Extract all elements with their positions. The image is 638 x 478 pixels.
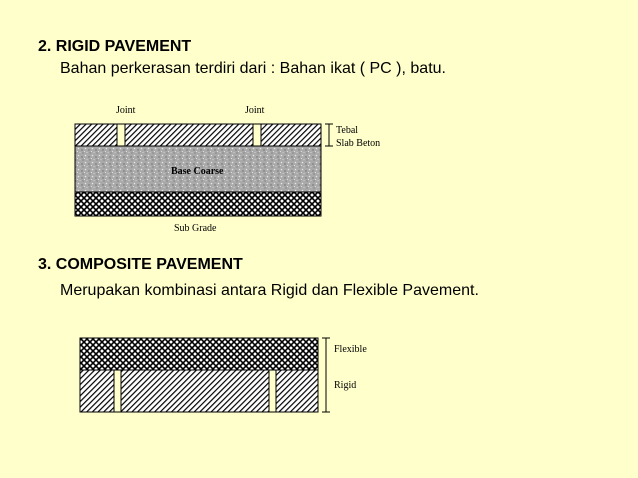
rigid-pavement-description: Bahan perkerasan terdiri dari : Bahan ikat ( PC ), batu. [60,60,446,77]
joint-right [253,124,261,146]
concrete-slab-middle [125,124,253,146]
joint-label-right: Joint [245,105,265,116]
composite-pavement-diagram [80,338,367,412]
sub-grade-label: Sub Grade [174,223,217,234]
flexible-layer [80,338,318,370]
rigid-slab-middle [121,370,269,412]
concrete-slab-right [261,124,321,146]
rigid-pavement-diagram [75,105,380,234]
composite-joint-left [114,370,121,412]
base-course-label: Base Coarse [171,166,224,177]
flexible-label: Flexible [334,344,367,355]
concrete-slab-left [75,124,117,146]
rigid-slab-left [80,370,114,412]
composite-pavement-heading: 3. COMPOSITE PAVEMENT [38,256,243,273]
thickness-label-line2: Slab Beton [336,138,381,149]
rigid-label: Rigid [334,380,357,391]
thickness-label-line1: Tebal [336,125,359,136]
joint-left [117,124,125,146]
rigid-pavement-heading: 2. RIGID PAVEMENT [38,38,192,55]
rigid-slab-right [276,370,318,412]
joint-label-left: Joint [116,105,136,116]
sub-grade-layer [75,192,321,216]
composite-pavement-description: Merupakan kombinasi antara Rigid dan Flexible Pavement. [60,282,479,299]
composite-joint-right [269,370,276,412]
